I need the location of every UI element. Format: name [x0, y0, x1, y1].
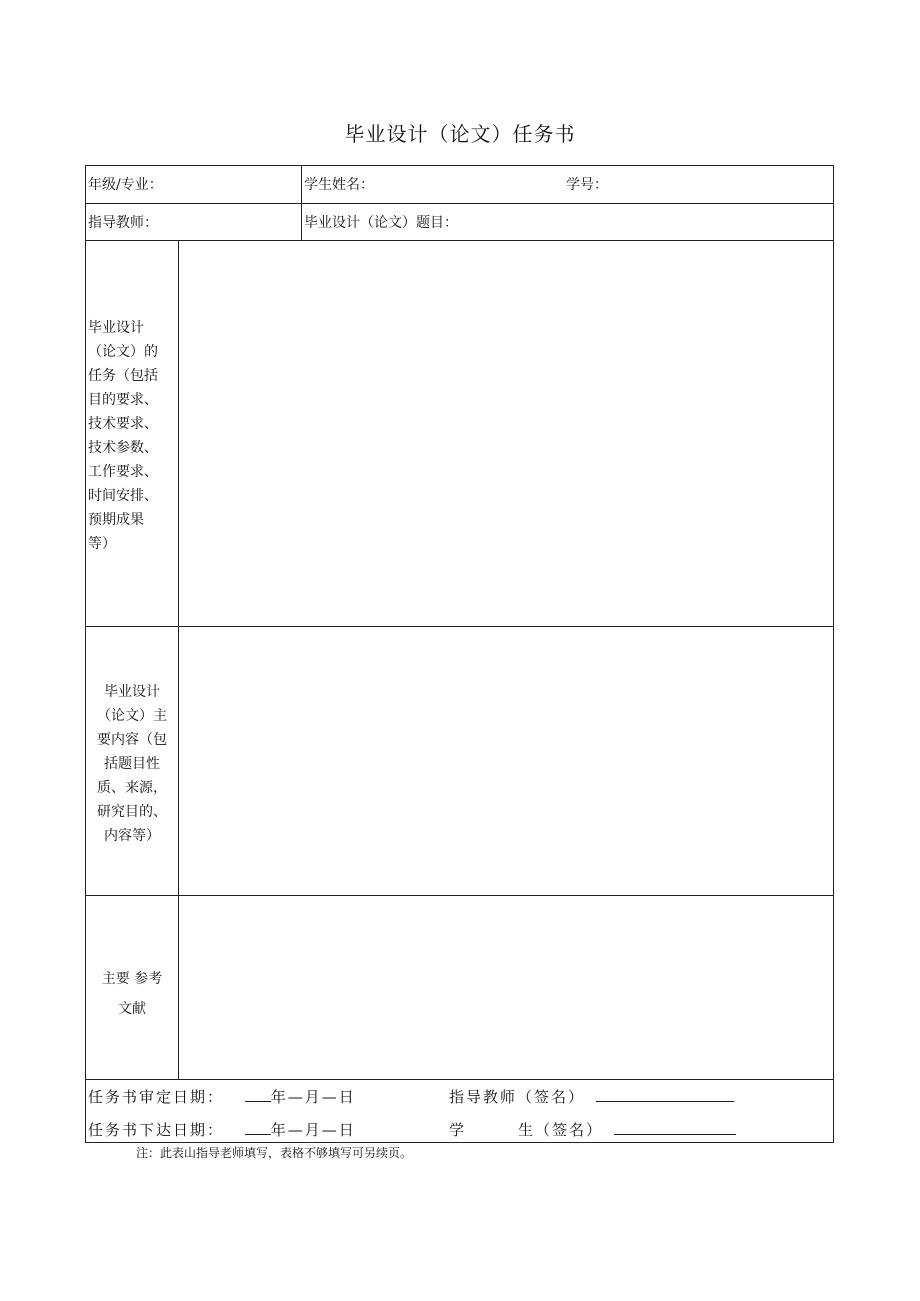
task-label-line: 预期成果: [88, 512, 144, 528]
task-label-line: 毕业设计: [88, 320, 144, 336]
references-label-line: 主要 参考: [101, 971, 163, 987]
advisor-signature-blank[interactable]: [596, 1087, 734, 1102]
task-label-line: 工作要求、: [88, 464, 158, 480]
student-sign-row: [449, 1120, 736, 1140]
task-label-line: 技术参数、: [88, 440, 158, 456]
grade-major-label: 年级/专业：: [88, 177, 163, 193]
student-name-label: 学生姓名：: [304, 177, 374, 193]
content-label-line: 研究目的、: [97, 804, 167, 820]
task-label-line: （论文）的: [88, 344, 158, 360]
task-label-line: 目的要求、: [88, 392, 158, 408]
content-section-label: [86, 680, 178, 848]
review-date-row: [88, 1087, 356, 1107]
task-label-line: 等）: [88, 536, 116, 552]
page-title: 毕业设计（论文）任务书: [344, 122, 576, 146]
task-section-label: [88, 316, 158, 556]
issue-year-blank[interactable]: [245, 1120, 271, 1135]
review-year-blank[interactable]: [245, 1087, 271, 1102]
advisor-sign-label: 指导教师（签名）: [449, 1088, 586, 1106]
student-sign-label-1: 学: [449, 1121, 467, 1139]
advisor-label: 指导教师：: [88, 215, 158, 231]
column-divider: [301, 165, 302, 241]
content-label-line: （论文）主: [97, 708, 167, 724]
issue-date-row: [88, 1120, 356, 1140]
review-date-label: 任务书审定日期：: [88, 1088, 225, 1106]
student-id-label: 学号：: [566, 177, 608, 193]
references-label-line: 文献: [118, 1001, 146, 1017]
issue-date-format: 年—月—日: [270, 1121, 356, 1139]
issue-date-label: 任务书下达日期：: [88, 1121, 225, 1139]
student-signature-blank[interactable]: [614, 1120, 736, 1135]
row-divider: [85, 1079, 834, 1080]
task-content-area[interactable]: [179, 241, 833, 626]
content-label-line: 质、来源，: [97, 780, 167, 796]
references-area[interactable]: [179, 896, 833, 1079]
task-label-line: 技术要求、: [88, 416, 158, 432]
thesis-title-label: 毕业设计（论文）题目：: [304, 215, 458, 231]
content-label-line: 毕业设计: [104, 684, 160, 700]
references-section-label: [86, 964, 178, 1024]
footnote: 注：此表山指导老师填写，表格不够填写可另续页。: [136, 1146, 413, 1160]
content-label-line: 内容等）: [104, 828, 160, 844]
content-label-line: 括题目性: [104, 756, 160, 772]
task-label-line: 时间安排、: [88, 488, 158, 504]
row-divider: [85, 203, 834, 204]
review-date-format: 年—月—日: [270, 1088, 356, 1106]
content-area[interactable]: [179, 627, 833, 895]
advisor-sign-row: [449, 1087, 734, 1107]
task-label-line: 任务（包括: [88, 368, 158, 384]
student-sign-label-2: 生（签名）: [518, 1121, 604, 1139]
content-label-line: 要内容（包: [97, 732, 167, 748]
